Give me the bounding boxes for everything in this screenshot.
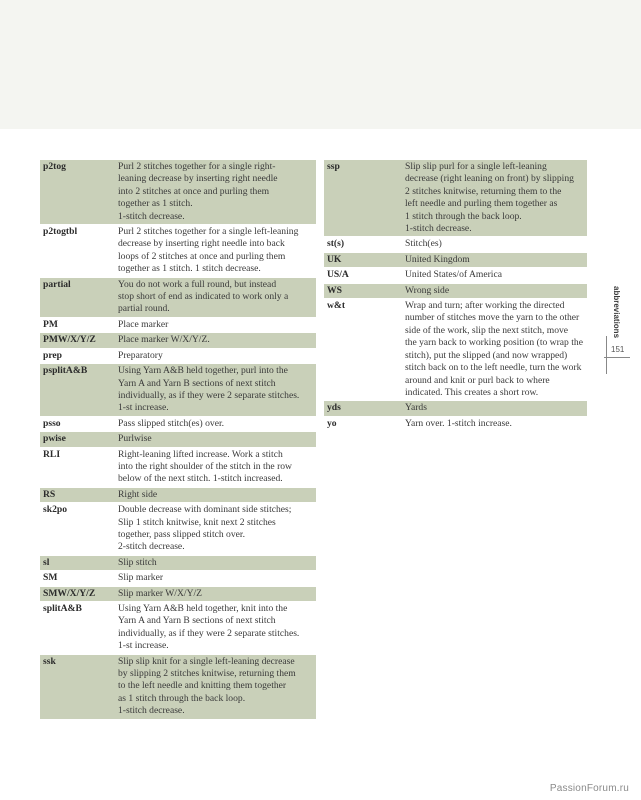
abbreviation-column-left [40,160,316,720]
abbreviation-term: PMW/X/Y/Z [43,334,96,346]
abbreviation-definition [118,319,316,331]
abbreviation-definition [118,226,316,276]
abbreviation-definition [118,504,316,554]
definition-line: the yarn back to working position (to wrap the [405,337,583,349]
definition-line: Slip slip purl for a single left-leaning [405,161,547,172]
definition-line: Right side [118,488,158,500]
abbreviation-definition [118,489,316,501]
definition-line: by slipping 2 stitches knitwise, returning them [118,668,296,680]
definition-line: Slip marker [118,572,164,584]
definition-line: Using Yarn A&B held together, purl into the [118,365,288,377]
definition-line: 1-stitch decrease. [118,705,185,717]
abbreviation-definition [118,557,316,569]
abbreviation-row [324,237,587,252]
definition-line: stop short of end as indicated to work only a [118,291,289,303]
abbreviation-row [324,299,587,401]
abbreviation-row [324,284,587,299]
definition-line: 1-stitch decrease. [118,210,185,222]
abbreviation-definition [405,269,587,281]
abbreviation-row [40,432,316,447]
definition-line: Slip stitch [118,556,157,568]
definition-line: stitch), put the slipped (and now wrapped) [405,349,568,361]
abbreviation-definition [405,161,587,235]
definition-line: Yards [405,402,427,414]
page-rule [604,357,630,358]
definition-line: indicated. This creates a short row. [405,386,539,398]
abbreviation-definition [405,285,587,297]
abbreviation-row [40,160,316,225]
page-rule [606,359,607,374]
top-band [0,0,641,129]
abbreviation-term: ssk [43,655,56,667]
abbreviation-row [324,160,587,237]
definition-line: Place marker W/X/Y/Z. [118,334,210,346]
abbreviation-row [40,448,316,488]
definition-line: Preparatory [118,349,163,361]
definition-line: United Kingdom [405,253,470,265]
abbreviation-term: ssp [327,161,340,172]
abbreviation-term: psplitA&B [43,365,88,377]
abbreviation-definition [118,449,316,486]
definition-line: into 2 stitches at once and purling them [118,185,270,197]
abbreviation-term: psso [43,417,61,429]
abbreviation-row [40,225,316,278]
definition-line: Stitch(es) [405,238,442,250]
abbreviation-definition [118,418,316,430]
abbreviation-row [40,602,316,655]
abbreviation-term: yo [327,417,337,429]
definition-line: leaning decrease by inserting right needle [118,173,278,185]
definition-line: Yarn A and Yarn B sections of next stitch [118,377,276,389]
abbreviation-row [40,488,316,503]
abbreviation-definition [118,572,316,584]
definition-line: Using Yarn A&B held together, knit into the [118,603,288,614]
abbreviation-definition [405,418,587,430]
definition-line: stitch back on to the left needle, turn the work [405,362,582,374]
definition-line: decrease by inserting right needle into back [118,238,285,250]
definition-line: Yarn over. 1-stitch increase. [405,417,512,429]
definition-line: partial round. [118,303,170,315]
abbreviation-term: splitA&B [43,603,82,614]
abbreviation-row [40,655,316,720]
definition-line: Slip slip knit for a single left-leaning decrease [118,655,295,667]
abbreviation-row [324,417,587,432]
definition-line: Slip marker W/X/Y/Z [118,587,203,599]
abbreviation-term: st(s) [327,238,345,250]
abbreviation-row [324,268,587,283]
abbreviation-row [40,503,316,556]
abbreviation-term: SMW/X/Y/Z [43,587,96,599]
definition-line: into the right shoulder of the stitch in the row [118,460,292,472]
definition-line: Yarn A and Yarn B sections of next stitch [118,615,276,627]
definition-line: Double decrease with dominant side stitches; [118,504,292,516]
abbreviation-definition [118,350,316,362]
abbreviation-term: p2tog [43,161,66,172]
abbreviation-definition [118,334,316,346]
abbreviation-term: WS [327,284,342,296]
definition-line: You do not work a full round, but instead [118,278,277,290]
abbreviation-row [40,417,316,432]
definition-line: as 1 stitch through the back loop. [118,692,246,704]
abbreviation-definition [118,365,316,415]
definition-line: together as 1 stitch. [118,198,193,210]
definition-line: 2-stitch decrease. [118,541,185,553]
abbreviation-definition [118,161,316,223]
definition-line: below of the next stitch. 1-stitch increased. [118,473,283,485]
abbreviation-definition [118,279,316,316]
definition-line: Wrong side [405,284,450,296]
abbreviation-term: yds [327,402,341,414]
abbreviation-definition [118,603,316,653]
definition-line: around and knit or purl back to where [405,374,550,386]
definition-line: decrease (right leaning on front) by slipping [405,173,574,185]
abbreviation-definition [118,433,316,445]
abbreviation-term: UK [327,253,342,265]
abbreviation-definition [405,300,587,399]
abbreviation-row [40,318,316,333]
section-label: abbreviations [612,286,621,339]
definition-line: Right-leaning lifted increase. Work a stitch [118,448,283,460]
definition-line: Wrap and turn; after working the directed [405,300,565,312]
definition-line: side of the work, slip the next stitch, move [405,324,569,336]
definition-line: 1-st increase. [118,402,169,414]
abbreviation-row [324,401,587,416]
abbreviation-term: SM [43,572,58,584]
abbreviation-term: p2togtbl [43,226,78,238]
definition-line: Purlwise [118,433,152,445]
abbreviation-definition [118,656,316,718]
definition-line: Purl 2 stitches together for a single left-leaning [118,226,299,238]
abbreviation-term: US/A [327,269,349,281]
definition-line: together, pass slipped stitch over. [118,528,245,540]
abbreviation-term: partial [43,278,71,290]
definition-line: individually, as if they were 2 separate stitches. [118,627,300,639]
definition-line: Place marker [118,318,169,330]
abbreviation-definition [405,254,587,266]
watermark: PassionForum.ru [549,783,629,794]
definition-line: Slip 1 stitch knitwise, knit next 2 stitches [118,516,276,528]
abbreviation-term: PM [43,318,58,330]
definition-line: to the left needle and knitting them together [118,680,287,692]
abbreviation-column-right [324,160,587,432]
definition-line: left needle and purling them together as [405,198,558,210]
abbreviation-row [40,571,316,586]
definition-line: Purl 2 stitches together for a single right- [118,161,276,172]
abbreviation-term: pwise [43,433,66,445]
definition-line: 1-st increase. [118,640,169,652]
abbreviation-term: RLI [43,448,61,460]
definition-line: together as 1 stitch. 1 stitch decrease. [118,263,261,275]
abbreviation-term: w&t [327,300,346,312]
abbreviation-row [40,587,316,602]
abbreviation-row [40,349,316,364]
abbreviation-definition [405,238,587,250]
definition-line: loops of 2 stitches at once and purling them [118,250,286,262]
definition-line: United States/of America [405,269,502,281]
abbreviation-row [40,278,316,318]
abbreviation-row [324,253,587,268]
abbreviation-definition [118,588,316,600]
definition-line: Pass slipped stitch(es) over. [118,417,225,429]
abbreviation-definition [405,402,587,414]
abbreviation-term: RS [43,488,56,500]
definition-line: 1-stitch decrease. [405,223,472,235]
page-number: 151 [611,345,625,354]
abbreviation-row [40,364,316,417]
abbreviation-row [40,333,316,348]
definition-line: number of stitches move the yarn to the other [405,312,580,324]
definition-line: individually, as if they were 2 separate stitches. [118,389,300,401]
abbreviation-row [40,556,316,571]
abbreviation-term: prep [43,349,63,361]
definition-line: 1 stitch through the back loop. [405,210,522,222]
abbreviation-term: sk2po [43,504,67,516]
abbreviation-term: sl [43,556,50,568]
definition-line: 2 stitches knitwise, returning them to the [405,185,562,197]
